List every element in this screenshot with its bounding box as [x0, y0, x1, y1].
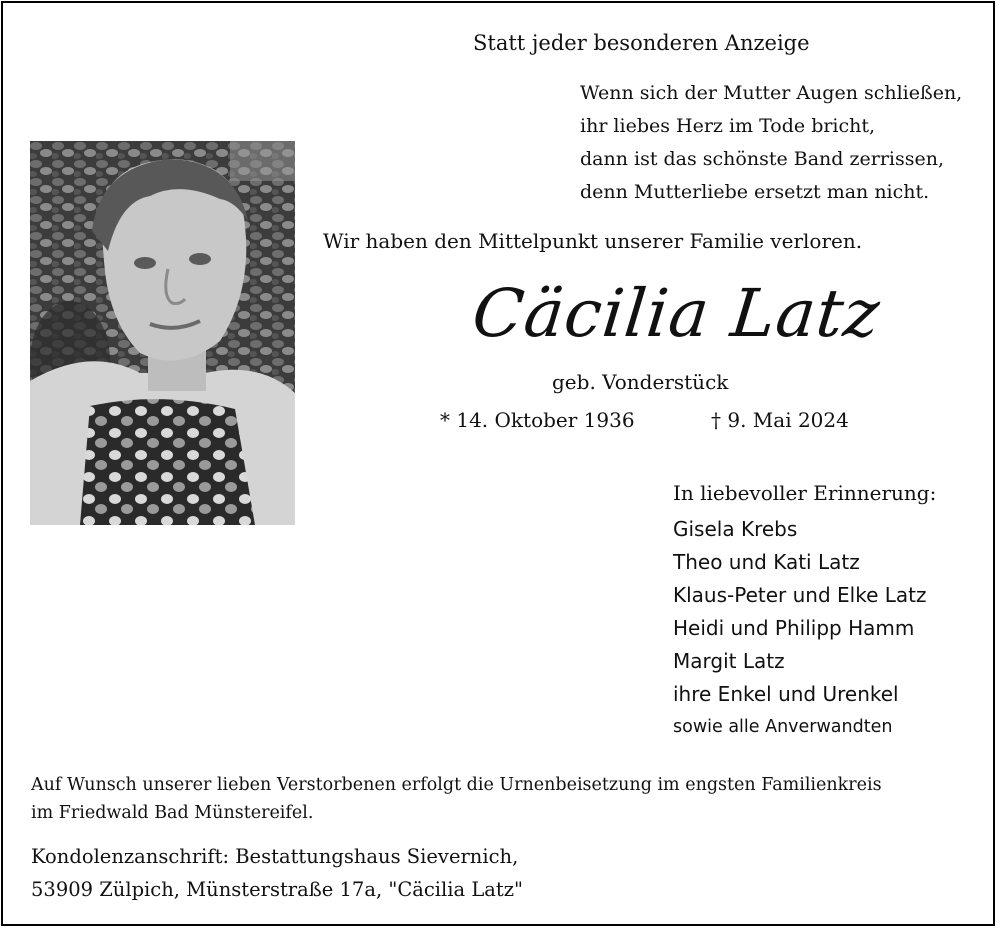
poem-line: ihr liebes Herz im Tode bricht, [580, 115, 876, 137]
obituary-card [1, 1, 995, 926]
poem-line: denn Mutterliebe ersetzt man nicht. [580, 181, 930, 203]
mourner-name: Klaus-Peter und Elke Latz [673, 583, 927, 607]
mourners-title: In liebevoller Erinnerung: [673, 481, 937, 505]
mourner-name: Gisela Krebs [673, 517, 798, 541]
death-date: † 9. Mai 2024 [711, 408, 849, 432]
notice-line: Auf Wunsch unserer lieben Verstorbenen erfolgt die Urnenbeisetzung im engsten Familienkreis [31, 775, 882, 795]
mourner-name: ihre Enkel und Urenkel [673, 682, 899, 706]
birth-date: * 14. Oktober 1936 [440, 408, 635, 432]
poem [580, 77, 962, 209]
condolence-address [31, 840, 523, 906]
portrait-photo [30, 141, 295, 525]
birth-name: geb. Vonderstück [552, 370, 729, 394]
poem-line: Wenn sich der Mutter Augen schließen, [580, 82, 963, 104]
address-line: 53909 Zülpich, Münsterstraße 17a, "Cäcilia Latz" [31, 878, 523, 901]
intro-text: Wir haben den Mittelpunkt unserer Familie verloren. [323, 229, 863, 253]
deceased-name: Cäcilia Latz [468, 275, 884, 352]
mourner-name: Theo und Kati Latz [673, 550, 860, 574]
mourner-name: Heidi und Philipp Hamm [673, 616, 915, 640]
notice-line: im Friedwald Bad Münstereifel. [31, 803, 314, 823]
mourner-name: Margit Latz [673, 649, 785, 673]
burial-notice [31, 771, 882, 827]
header-text: Statt jeder besonderen Anzeige [473, 31, 810, 55]
address-line: Kondolenzanschrift: Bestattungshaus Sievernich, [31, 845, 519, 868]
poem-line: dann ist das schönste Band zerrissen, [580, 148, 945, 170]
mourners-closing: sowie alle Anverwandten [673, 717, 893, 737]
mourners-list [673, 513, 927, 744]
